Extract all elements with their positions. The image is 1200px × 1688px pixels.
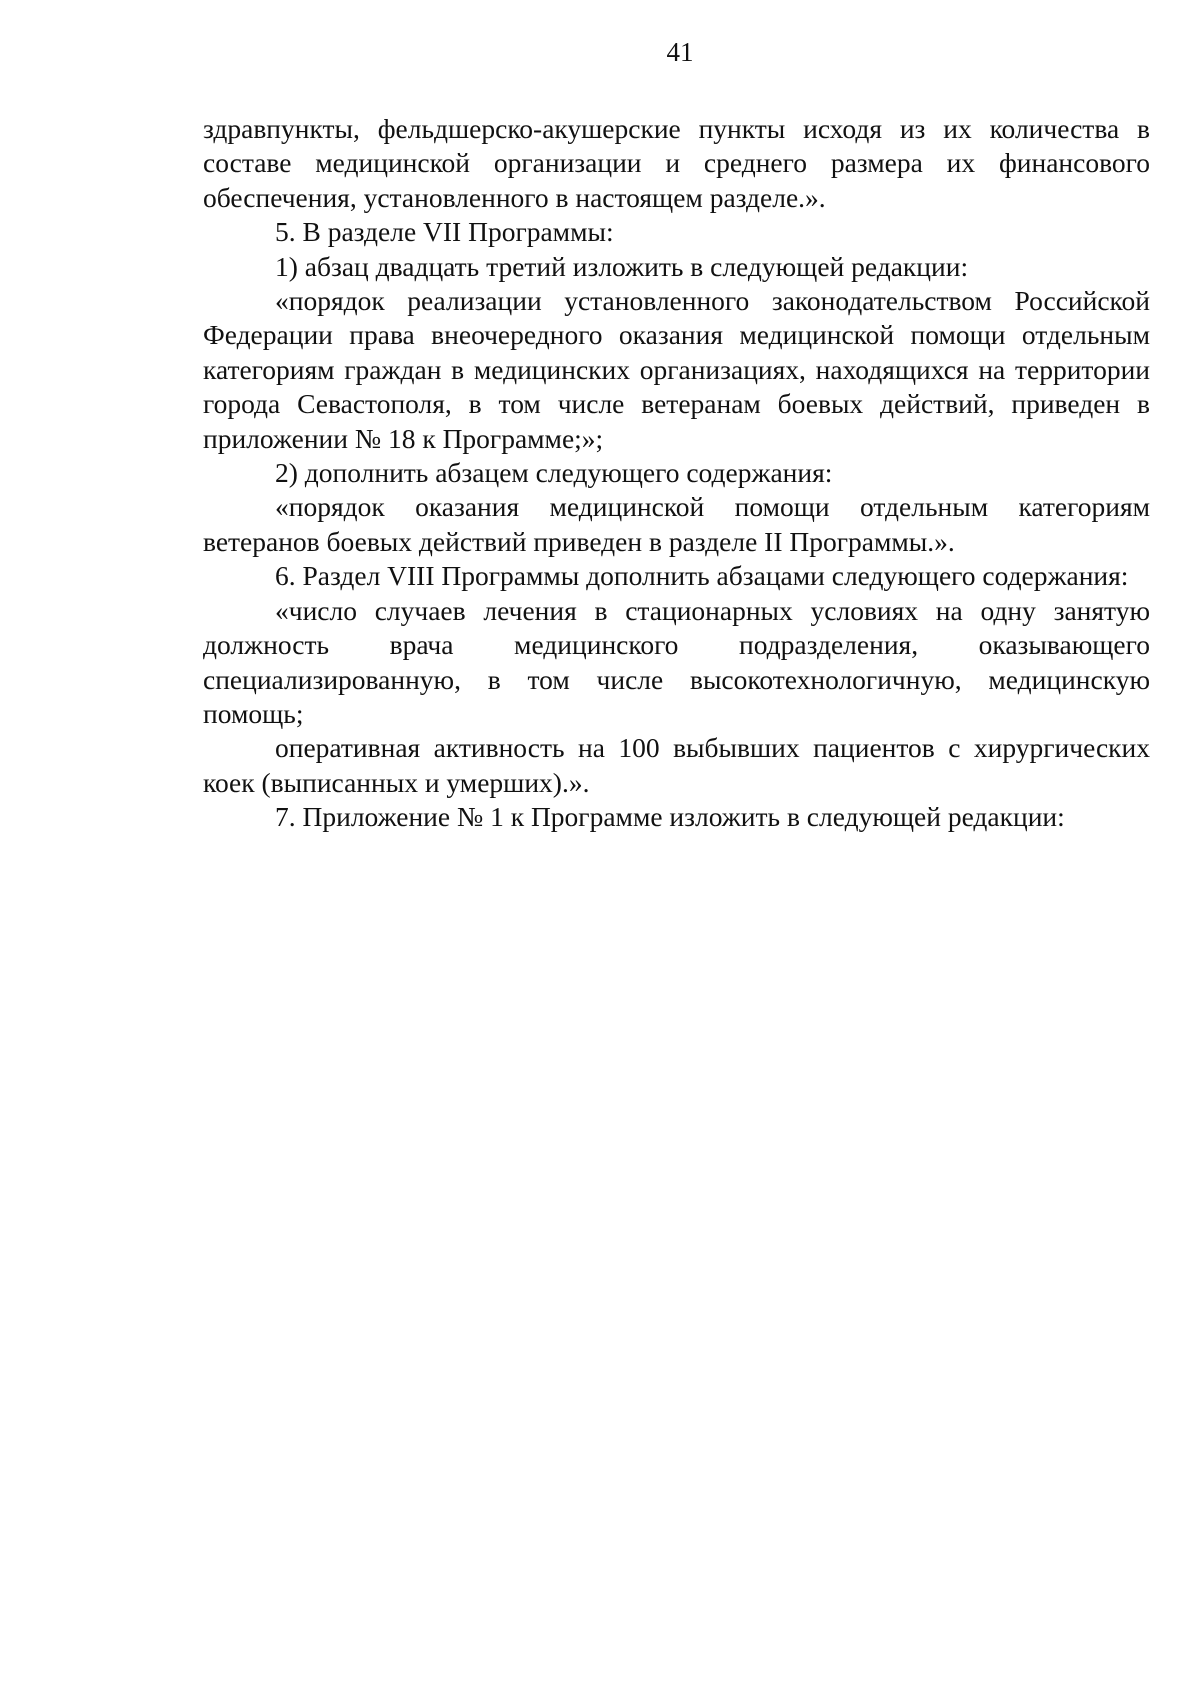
paragraph-subitem-1: 1) абзац двадцать третий изложить в следующей редакции:: [275, 250, 969, 282]
document-body: [203, 112, 1150, 835]
paragraph-subitem-2: 2) дополнить абзацем следующего содержания:: [275, 457, 833, 489]
page-number: 41: [666, 37, 694, 67]
paragraph-quote-order: «порядок реализации установленного законодательством Российской Федерации права внеочередного оказания медицинской помощи отдельным категориям граждан в медицинских организациях, находящихся на территории города Севастополя, в том числе ветеранам боевых действий, приведен в приложении № 18 к Программе;»;: [203, 285, 1150, 454]
paragraph-item-6: 6. Раздел VIII Программы дополнить абзацами следующего содержания:: [275, 560, 1129, 592]
paragraph-item-5: 5. В разделе VII Программы:: [275, 216, 614, 248]
paragraph-item-7: 7. Приложение № 1 к Программе изложить в следующей редакции:: [275, 801, 1065, 833]
paragraph-quote-cases: «число случаев лечения в стационарных условиях на одну занятую должность врача медицинского подразделения, оказывающего специализированную, в том числе высокотехнологичную, медицинскую помощь;: [203, 594, 1150, 729]
paragraph-quote-veterans: «порядок оказания медицинской помощи отдельным категориям ветеранов боевых действий приведен в разделе II Программы.».: [203, 491, 1150, 557]
paragraph-surgical-activity: оперативная активность на 100 выбывших пациентов с хирургических коек (выписанных и умерших).».: [203, 732, 1150, 798]
paragraph-continuation: здравпункты, фельдшерско-акушерские пункты исходя из их количества в составе медицинской организации и среднего размера их финансового обеспечения, установленного в настоящем разделе.».: [203, 113, 1150, 213]
